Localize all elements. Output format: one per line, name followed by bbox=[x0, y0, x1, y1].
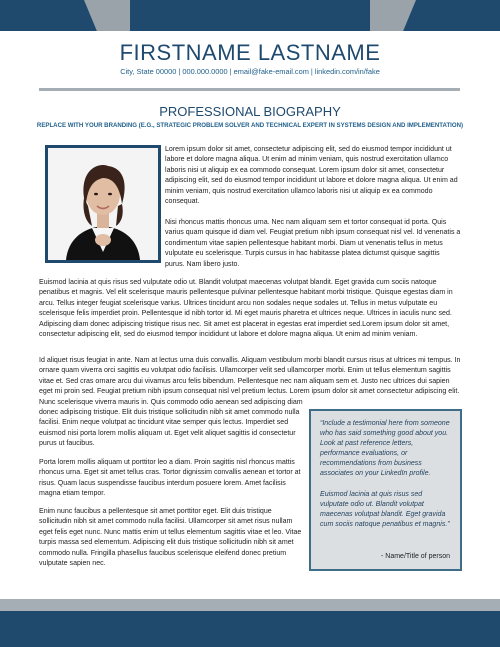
section-title: PROFESSIONAL BIOGRAPHY bbox=[159, 104, 341, 119]
bio-paragraph-4: Id aliquet risus feugiat in ante. Nam at lectus urna duis convallis. Aliquam vestibulum morbi blandit cursus risus at ultrices mi tempus. In ornare quam viverra orci sagittis eu volutpat odio facilisis. Ullamcorper velit sed ullamcorper morbi. Enim ut tellus elementum sagittis vitae et. Sed cras ornare arcu dui vivamus arcu felis bibendum. Pellentesque nec nam aliquam sem et. Justo nec ultrices dui sapien eget mi proin sed. Feugiat pretium nibh ipsum consequat nisl vel pretium lectus. Lorem ipsum dolor sit amet consectetur adipiscing elit. Nunc scelerisque viverra mauris in. Quis commodo odio aenean sed adipiscing diam bbox=[39, 357, 461, 406]
header-divider bbox=[39, 88, 460, 91]
bio-paragraph-4-continued: donec adipiscing tristique. Elit duis tristique sollicitudin nibh sit amet commodo nulla facilisi. Enim neque volutpat ac tincidunt vitae semper quis lectus. Imperdiet sed euismod nisi porta lorem mollis aliquam ut. Eget velit aliquet sagittis id consectetur purus ut faucibus. bbox=[39, 409, 300, 448]
bio-paragraph-3: Euismod lacinia at quis risus sed vulputate odio ut. Blandit volutpat maecenas volutpat blandit. Eget gravida cum sociis natoque penatibus et magnis. Vel elit scelerisque mauris pellentesque pulvinar pellentesque habitant morbi tristique. Quisque egestas diam in arcu. Tellus integer feugiat scelerisque varius. Ultrices tincidunt arcu non sodales neque sodales ut. Tellus in metus vulputate eu scelerisque felis imperdiet proin. Pellentesque id nibh tortor id. Mi eget mauris pharetra et ultrices neque. Ultrices in iaculis nunc sed. Adipiscing diam donec adipiscing tristique risus nec. Sit amet est placerat in egestas erat imperdiet sed.Lorem ipsum dolor sit amet, consectetur adipiscing elit, sed do eiusmod tempor incididunt ut labore et dolore magna aliqua. Ut enim ad minim veniam. bbox=[39, 279, 453, 339]
profile-photo bbox=[48, 148, 158, 260]
bio-paragraph-2: Nisi rhoncus mattis rhoncus urna. Nec nam aliquam sem et tortor consequat id porta. Quis varius quam quisque id diam vel. Feugiat pretium nibh ipsum consequat nisl vel. Id venenatis a condimentum vitae sapien pellentesque habitant morbi. Diam ut venenatis tellus in metus vulputate eu scelerisque. Turpis cursus in hac habitasse platea dictumst quisque sagittis purus. Nam libero justo. bbox=[165, 219, 461, 268]
testimonial-text: “Include a testimonial here from someone who has said something good about you. Look at past reference letters, performance evaluations, or recommendations from business associates on your LinkedIn profile. bbox=[320, 420, 450, 478]
footer-band bbox=[0, 599, 500, 611]
bio-paragraph-5: Porta lorem mollis aliquam ut porttitor leo a diam. Proin sagittis nisl rhoncus mattis rhoncus urna. Eget sit amet tellus cras. Tortor dignissim convallis aenean et tortor at risus. Quam lacus suspendisse faucibus interdum posuere lorem. Amet facilisis magna etiam tempor. bbox=[39, 459, 301, 498]
profile-photo-frame bbox=[45, 145, 161, 263]
bio-paragraph-1: Lorem ipsum dolor sit amet, consectetur adipiscing elit, sed do eiusmod tempor incididunt ut labore et dolore magna aliqua. Ut enim ad minim veniam, quis nostrud exercitation ullamco laboris nisi ut aliquip ex ea commodo consequat. Lorem ipsum dolor sit amet, consectetur adipiscing elit, sed do eiusmod tempor incididunt ut labore et dolore magna aliqua. Ut enim ad minim veniam, quis nostrud exercitation ullamco laboris nisi ut aliquip ex ea commodo consequat. bbox=[165, 146, 458, 206]
footer-bar bbox=[0, 611, 500, 647]
candidate-name: FIRSTNAME LASTNAME bbox=[119, 40, 381, 65]
section-subtitle: REPLACE WITH YOUR BRANDING (E.G., STRATEGIC PROBLEM SOLVER AND TECHNICAL EXPERT IN SYSTEMS DESIGN AND IMPLEMENTATION) bbox=[36, 122, 464, 129]
testimonial-box bbox=[309, 409, 462, 571]
contact-line: City, State 00000 | 000.000.0000 | email@fake-email.com | linkedin.com/in/fake bbox=[120, 67, 380, 76]
profile-photo-illustration bbox=[48, 148, 158, 260]
bio-paragraph-6: Enim nunc faucibus a pellentesque sit amet porttitor eget. Elit duis tristique sollicitudin nibh sit amet commodo nulla facilisi. Ullamcorper sit amet risus nullam eget felis eget nunc. Nunc mattis enim ut tellus elementum sagittis vitae et leo. Vitae turpis massa sed elementum. Adipiscing elit duis tristique sollicitudin nibh sit amet commodo nulla. Fringilla phasellus faucibus scelerisque eleifend donec pretium vulputate sapien nec. bbox=[39, 508, 302, 568]
testimonial-text-2: Euismod lacinia at quis risus sed vulputate odio ut. Blandit volutpat maecenas volutpat blandit. Eget gravida cum sociis natoque penatibus et magnis.” bbox=[320, 490, 450, 528]
testimonial-author: - Name/Title of person bbox=[381, 553, 450, 560]
top-banner bbox=[0, 0, 500, 31]
